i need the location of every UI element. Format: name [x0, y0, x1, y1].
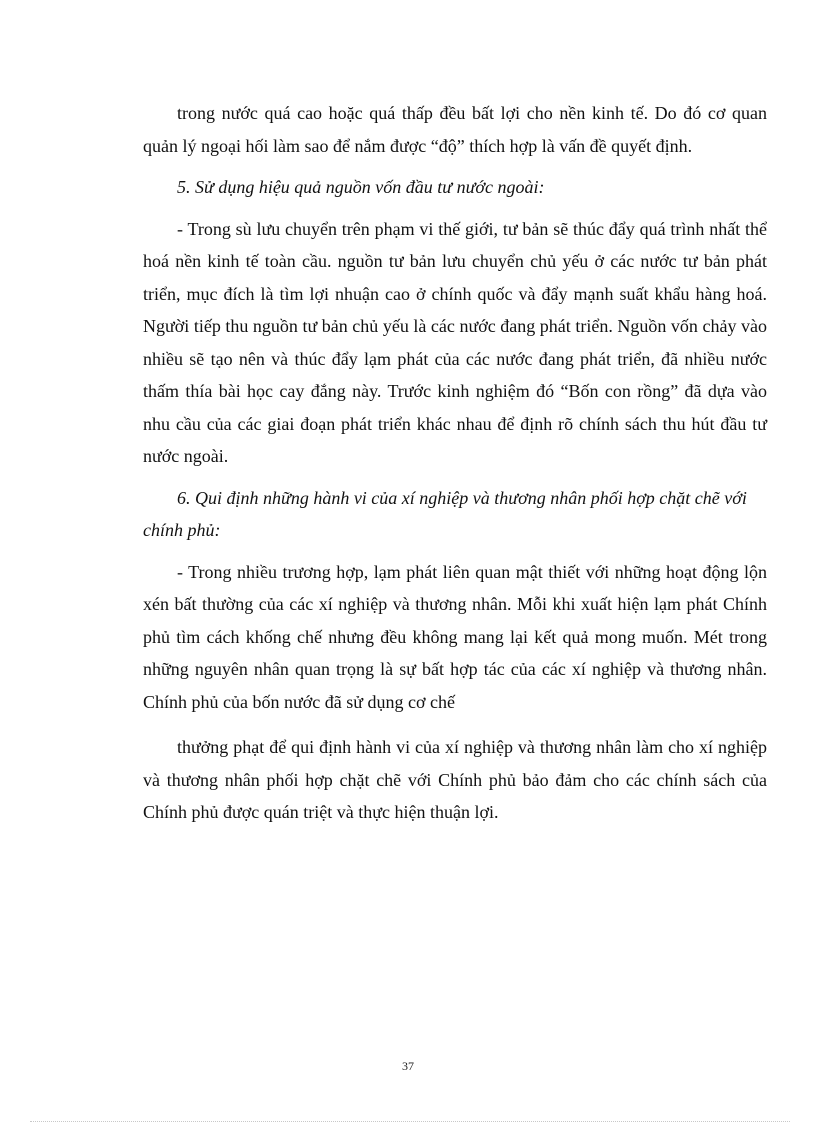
section-heading-5: 5. Sử dụng hiệu quả nguồn vốn đầu tư nước ngoài: — [177, 177, 545, 197]
section-heading-6: 6. Qui định những hành vi của xí nghiệp và thương nhân phối hợp chặt chẽ với chính phủ: — [143, 487, 747, 540]
page-body — [143, 97, 767, 829]
paragraph-continuation: trong nước quá cao hoặc quá thấp đều bất lợi cho nền kinh tế. Do đó cơ quan quản lý ngoại hối làm sao để nắm được “độ” thích hợp là vấn đề quyết định. — [143, 103, 767, 156]
paragraph-business-behavior: - Trong nhiều trương hợp, lạm phát liên quan mật thiết với những hoạt động lộn xén bất thường của các xí nghiệp và thương nhân. Mỗi khi xuất hiện lạm phát Chính phủ tìm cách khống chế nhưng đều không mang lại kết quả mong muốn. Mét trong những nguyên nhân quan trọng là sự bất hợp tác của các xí nghiệp và thương nhân. Chính phủ của bốn nước đã sử dụng cơ chế — [143, 561, 767, 712]
paragraph-foreign-investment: - Trong sù lưu chuyển trên phạm vi thế giới, tư bản sẽ thúc đẩy quá trình nhất thể hoá nền kinh tế toàn cầu. nguồn tư bản lưu chuyển chủ yếu ở các nước tư bản phát triển, mục đích là tìm lợi nhuận cao ở chính quốc và đẩy mạnh suất khẩu hàng hoá. Người tiếp thu nguồn tư bản chủ yếu là các nước đang phát triển. Nguồn vốn chảy vào nhiều sẽ tạo nên và thúc đẩy lạm phát của các nước đang phát triển, đã nhiều nước thấm thía bài học cay đắng này. Trước kinh nghiệm đó “Bốn con rồng” đã dựa vào nhu cầu của các giai đoạn phát triển khác nhau để định rõ chính sách thu hút đầu tư nước ngoài. — [143, 218, 767, 466]
paragraph-reward-punishment: thưởng phạt để qui định hành vi của xí nghiệp và thương nhân làm cho xí nghiệp và thương nhân phối hợp chặt chẽ với Chính phủ bảo đảm cho các chính sách của Chính phủ được quán triệt và thực hiện thuận lợi. — [143, 737, 767, 822]
footer-divider — [30, 1121, 790, 1122]
page-number: 37 — [402, 1059, 414, 1073]
